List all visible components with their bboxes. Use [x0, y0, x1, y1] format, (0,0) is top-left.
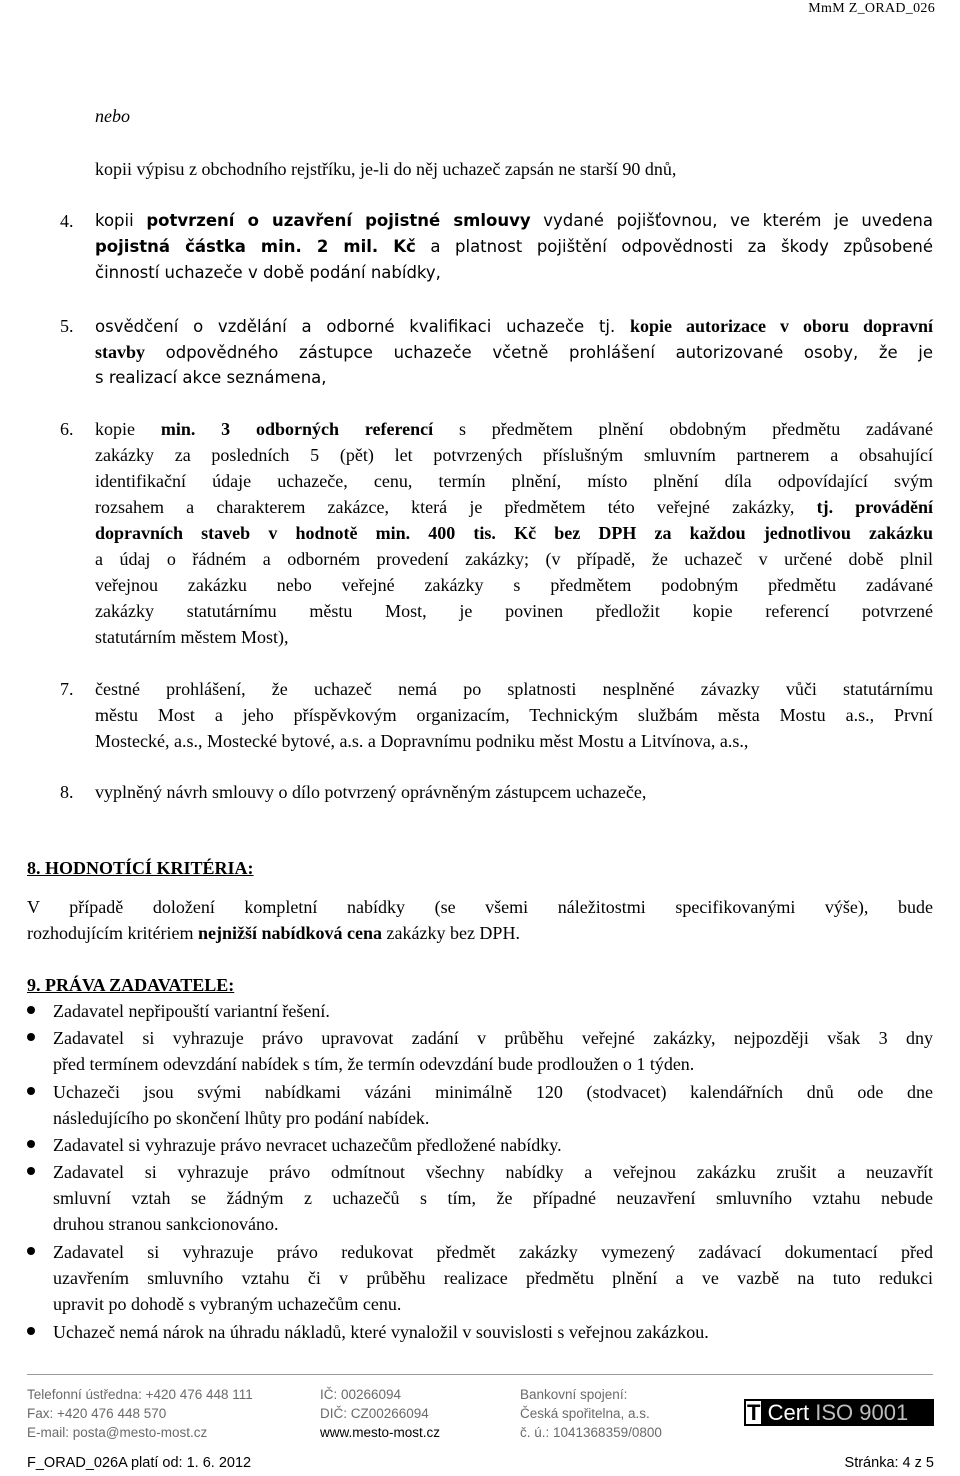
- footer-ic: IČ: 00266094: [320, 1387, 402, 1402]
- item-7-line-1: čestné prohlášení, že uchazeč nemá po splatnosti nesplněné závazky vůči statutárnímu: [95, 679, 933, 699]
- registry-extract-text: kopii výpisu z obchodního rejstříku, je-li do něj uchazeč zapsán ne starší 90 dnů,: [95, 159, 677, 179]
- right-6-line-2: uzavřením smluvního vztahu či v průběhu realizace předmětu plnění a ve vazbě na tuto redukci: [53, 1268, 933, 1288]
- right-2-line-2: před termínem odevzdání nabídek s tím, že termín odevzdání bude prodloužen o 1 týden.: [53, 1054, 695, 1074]
- section-9-title: 9. PRÁVA ZADAVATELE:: [27, 975, 235, 995]
- item-number-6: 6.: [60, 419, 74, 439]
- right-2-line-1: Zadavatel si vyhrazuje právo upravovat zadání v průběhu veřejné zakázky, nejpozději však 3 dny: [53, 1028, 933, 1048]
- right-6-line-1: Zadavatel si vyhrazuje právo redukovat předmět zakázky vymezený zadávací dokumentací před: [53, 1242, 933, 1262]
- item-5-line-2: stavby odpovědného zástupce uchazeče včetně prohlášení autorizované osoby, že je: [95, 342, 933, 362]
- right-3-line-1: Uchazeči jsou svými nabídkami vázáni minimálně 120 (stodvacet) kalendářních dnů ode dne: [53, 1082, 933, 1102]
- bullet-icon: [27, 1006, 35, 1014]
- item-5-line-1: osvědčení o vzdělání a odborné kvalifikaci uchazeče tj. kopie autorizace v oboru dopravní: [95, 316, 933, 336]
- section-8-line-1: V případě doložení kompletní nabídky (se všemi náležitostmi specifikovanými výše), bude: [27, 897, 933, 917]
- bullet-icon: [27, 1033, 35, 1041]
- tcert-iso-logo: [744, 1399, 934, 1426]
- item-7-line-2: městu Most a jeho příspěvkovým organizacím, Technickým službám města Mostu a.s., První: [95, 705, 933, 725]
- right-6-line-3: upravit po dohodě s vybraným uchazečům cenu.: [53, 1294, 402, 1314]
- footer-dic: DIČ: CZ00266094: [320, 1406, 429, 1421]
- footer-divider: [27, 1374, 933, 1375]
- item-6-line-8: zakázky statutárnímu městu Most, je povinen předložit kopie referencí potvrzené: [95, 601, 933, 621]
- item-6-line-4: rozsahem a charakterem zakázce, která je předmětem této veřejné zakázky, tj. provádění: [95, 497, 933, 517]
- item-number-8: 8.: [60, 782, 74, 802]
- nebo-label: nebo: [95, 106, 130, 126]
- footer-bank: [520, 1385, 662, 1442]
- bullet-icon: [27, 1087, 35, 1095]
- footer-email[interactable]: E-mail: posta@mesto-most.cz: [27, 1425, 208, 1440]
- footer-ids: [320, 1385, 440, 1442]
- tcert-iso-label: ISO 9001: [815, 1400, 909, 1425]
- item-7-line-3: Mostecké, a.s., Mostecké bytové, a.s. a Dopravnímu podniku měst Mostu a Litvínova, a.s.,: [95, 731, 749, 751]
- form-id: F_ORAD_026A platí od: 1. 6. 2012: [27, 1455, 252, 1471]
- item-6-line-2: zakázky za posledních 5 (pět) let potvrzených příslušným smluvním partnerem a obsahující: [95, 445, 933, 465]
- footer-bank-label: Bankovní spojení:: [520, 1387, 628, 1402]
- footer-contact: [27, 1385, 253, 1442]
- item-4-line-3: činností uchazeče v době podání nabídky,: [95, 263, 441, 282]
- bullet-icon: [27, 1327, 35, 1335]
- item-6-line-1: kopie min. 3 odborných referencí s předmětem plnění obdobným předmětu zadávané: [95, 419, 933, 439]
- right-4-text: Zadavatel si vyhrazuje právo nevracet uchazečům předložené nabídky.: [53, 1135, 562, 1155]
- right-5-line-3: druhou stranou sankcionováno.: [53, 1214, 279, 1234]
- footer-fax: Fax: +420 476 448 570: [27, 1406, 167, 1421]
- right-1-text: Zadavatel nepřipouští variantní řešení.: [53, 1001, 330, 1021]
- right-7-text: Uchazeč nemá nárok na úhradu nákladů, které vynaložil v souvislosti s veřejnou zakázkou.: [53, 1322, 709, 1342]
- item-number-7: 7.: [60, 679, 74, 699]
- section-8-line-2: rozhodujícím kritériem nejnižší nabídková cena zakázky bez DPH.: [27, 923, 520, 943]
- bullet-icon: [27, 1247, 35, 1255]
- item-number-4: 4.: [60, 211, 74, 231]
- item-6-line-6: a údaj o řádném a odborném provedení zakázky; (v případě, že uchazeč v určené době plnil: [95, 549, 933, 569]
- item-8-line-1: vyplněný návrh smlouvy o dílo potvrzený oprávněným zástupcem uchazeče,: [95, 782, 647, 802]
- item-6-line-5: dopravních staveb v hodnotě min. 400 tis. Kč bez DPH za každou jednotlivou zakázku: [95, 523, 933, 543]
- bullet-icon: [27, 1167, 35, 1175]
- item-5-line-3: s realizací akce seznámena,: [95, 368, 327, 387]
- footer-account: č. ú.: 1041368359/0800: [520, 1425, 662, 1440]
- page-number: Stránka: 4 z 5: [844, 1455, 934, 1471]
- footer-bank-name: Česká spořitelna, a.s.: [520, 1406, 650, 1421]
- item-4-line-2: pojistná částka min. 2 mil. Kč a platnost pojištění odpovědnosti za škody způsobené: [95, 237, 933, 256]
- item-number-5: 5.: [60, 316, 74, 336]
- item-6-line-7: veřejnou zakázku nebo veřejné zakázky s předmětem podobným předmětu zadávané: [95, 575, 933, 595]
- document-code: MmM Z_ORAD_026: [808, 1, 935, 16]
- section-8-title: 8. HODNOTÍCÍ KRITÉRIA:: [27, 858, 254, 878]
- tcert-t-mark: T: [747, 1400, 761, 1425]
- right-5-line-2: smluvní vztah se žádným z uchazečů s tím, že případné neuzavření smluvního vztahu nebude: [53, 1188, 933, 1208]
- footer-website-link[interactable]: www.mesto-most.cz: [320, 1425, 441, 1440]
- bullet-icon: [27, 1140, 35, 1148]
- item-6-line-3: identifikační údaje uchazeče, cenu, termín plnění, místo plnění díla odpovídající svým: [95, 471, 933, 491]
- tcert-name: Cert: [767, 1400, 810, 1425]
- footer-phone: Telefonní ústředna: +420 476 448 111: [27, 1387, 253, 1402]
- item-6-line-9: statutárním městem Most),: [95, 627, 289, 647]
- right-3-line-2: následujícího po skončení lhůty pro podání nabídek.: [53, 1108, 430, 1128]
- item-4-line-1: kopii potvrzení o uzavření pojistné smlouvy vydané pojišťovnou, ve kterém je uvedena: [95, 211, 934, 230]
- right-5-line-1: Zadavatel si vyhrazuje právo odmítnout všechny nabídky a veřejnou zakázku zrušit a neuzavřít: [53, 1162, 933, 1182]
